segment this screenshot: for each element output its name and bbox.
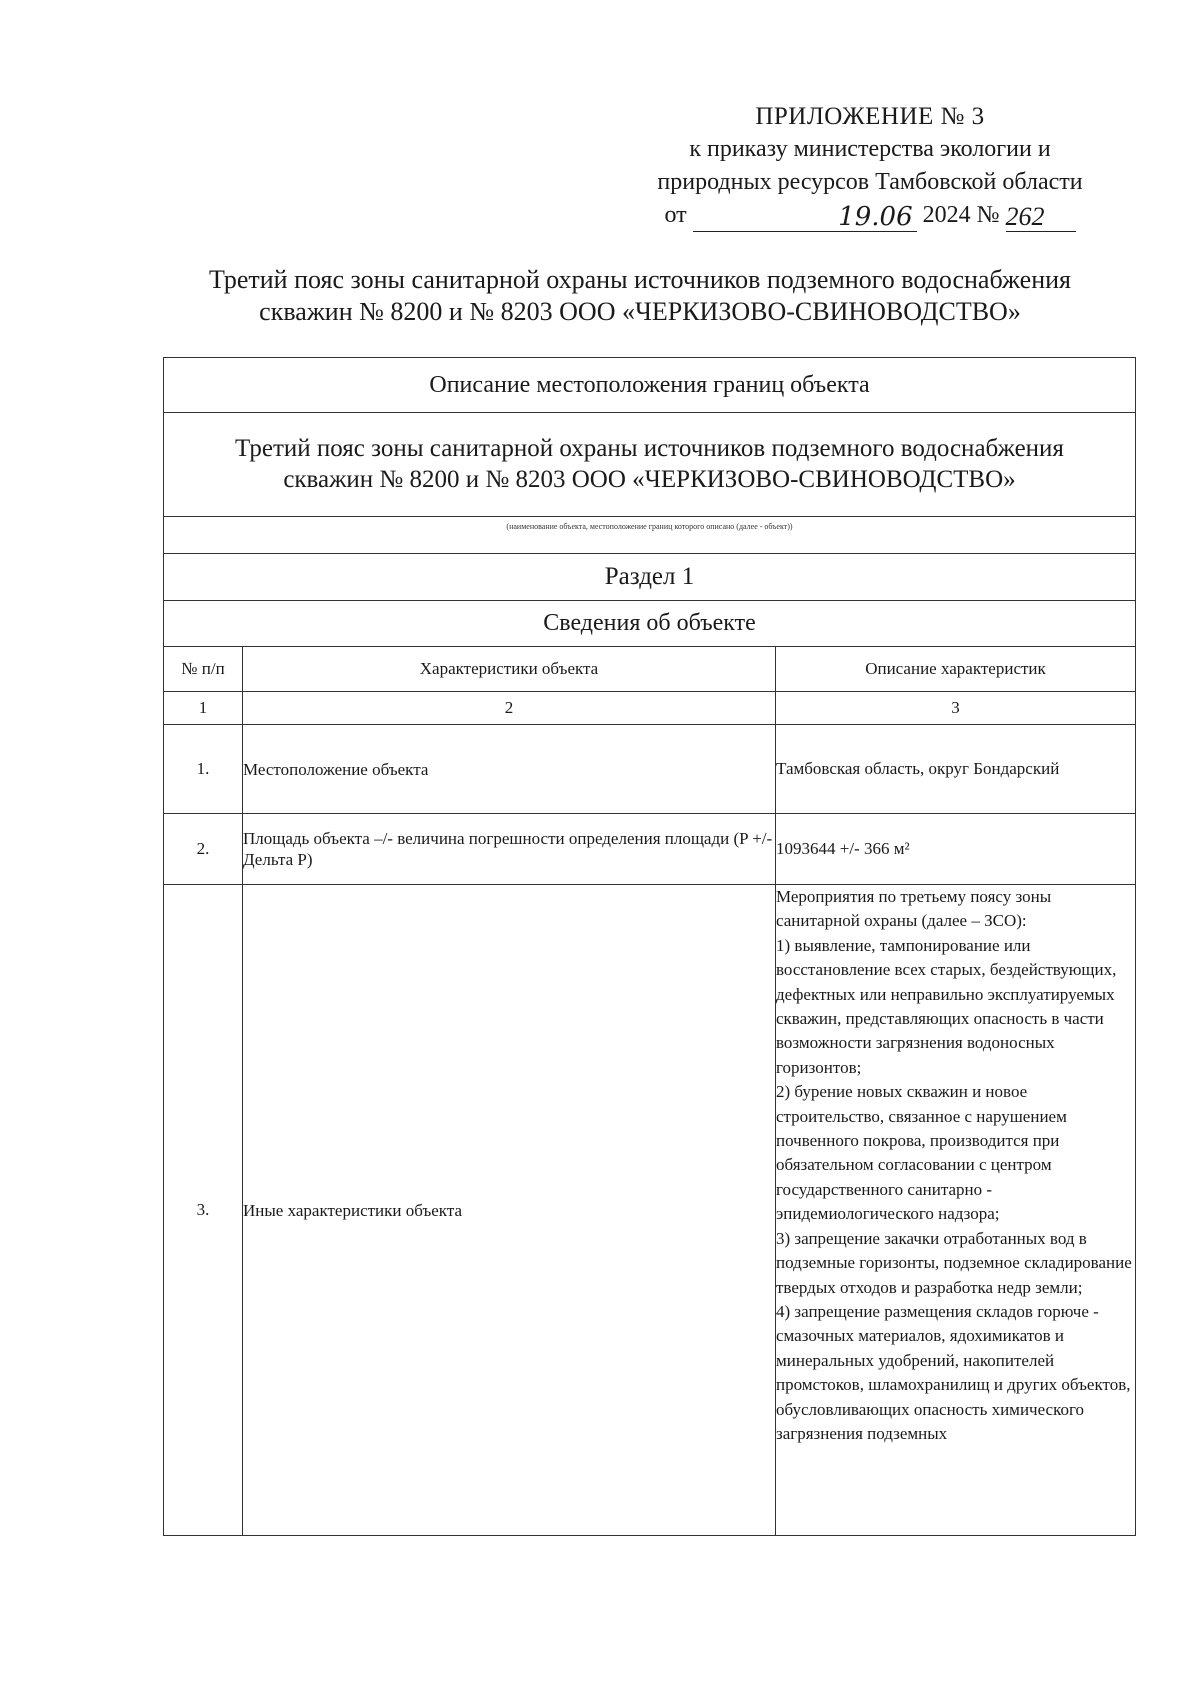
column-header: Характеристики объекта [243,647,776,692]
column-header: № п/п [164,647,243,692]
appendix-header [600,100,1140,232]
row-description: Тамбовская область, округ Бондарский [776,725,1136,814]
object-name-line-2: скважин № 8200 и № 8203 ООО «ЧЕРКИЗОВО-СВИНОВОДСТВО» [283,466,1016,493]
object-name-caption: (наименование объекта, местоположение границ которого описано (далее - объект)) [164,517,1135,554]
row-number: 2. [164,814,243,885]
boundary-description-table [163,357,1136,1536]
section-title: Сведения об объекте [164,601,1135,647]
table-header-row [164,647,1135,692]
row-description: 1093644 +/- 366 м² [776,814,1136,885]
heading-line-1: Третий пояс зоны санитарной охраны источников подземного водоснабжения [208,265,1072,294]
column-header: Описание характеристик [776,647,1136,692]
row-number: 3. [164,885,243,1536]
row-number: 1. [164,725,243,814]
appendix-title: ПРИЛОЖЕНИЕ № 3 [755,103,985,130]
document-heading [160,264,1120,328]
row-characteristic: Площадь объекта –/- величина погрешности определения площади (P +/- Дельта P) [243,814,776,885]
appendix-line-1: к приказу министерства экологии и [689,136,1051,162]
number-sign: № [976,202,1000,228]
table-row [164,725,1135,814]
object-name-line-1: Третий пояс зоны санитарной охраны источников подземного водоснабжения [235,435,1064,462]
row-characteristic: Местоположение объекта [243,725,776,814]
appendix-line-2: природных ресурсов Тамбовской области [657,169,1083,195]
order-date-line [600,199,1140,232]
table-row [164,814,1135,885]
handwritten-date: 19.06 [693,203,917,232]
column-number: 1 [164,692,243,725]
table-row [164,885,1135,1536]
description-title: Описание местоположения границ объекта [164,358,1135,413]
row-description: Мероприятия по третьему поясу зоны санитарной охраны (далее – ЗСО): 1) выявление, тампонирование или восстановление всех старых, бездействующих, дефектных или неправильно эксплуатируемых скважин, представляющих опасность в части возможности загрязнения водоносных горизонтов; 2) бурение новых скважин и новое строительство, связанное с нарушением почвенного покрова, производится при обязательном согласовании с центром государственного санитарно - эпидемиологического надзора; 3) запрещение закачки отработанных вод в подземные горизонты, подземное складирование твердых отходов и разработка недр земли; 4) запрещение размещения складов горюче - смазочных материалов, ядохимикатов и минеральных удобрений, накопителей промстоков, шламохранилищ и других объектов, обусловливающих опасность химического загрязнения подземных [776,885,1136,1536]
object-name [164,413,1135,517]
column-number-row [164,692,1135,725]
row-characteristic: Иные характеристики объекта [243,885,776,1536]
heading-line-2: скважин № 8200 и № 8203 ООО «ЧЕРКИЗОВО-СВИНОВОДСТВО» [259,297,1021,326]
from-label: от [664,202,687,228]
order-year: 2024 [922,202,971,228]
column-number: 3 [776,692,1136,725]
section-number: Раздел 1 [164,554,1135,601]
characteristics-table [164,647,1135,1536]
handwritten-number: 262 [1006,203,1076,232]
column-number: 2 [243,692,776,725]
